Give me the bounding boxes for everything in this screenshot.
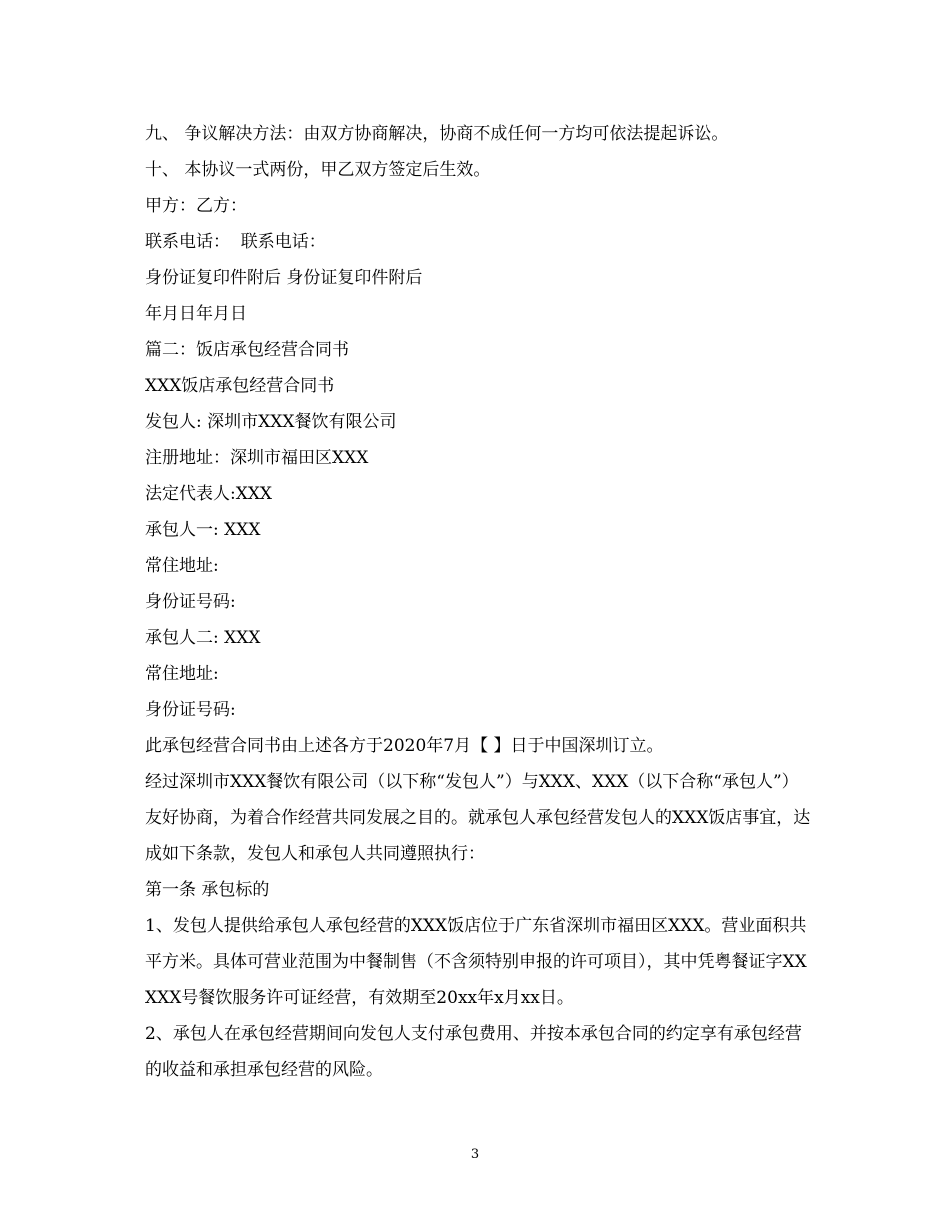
document-body: [145, 116, 815, 1088]
paragraph-party-signatures: 甲方：乙方：: [145, 196, 247, 216]
paragraph-dates: 年月日年月日: [145, 304, 247, 324]
paragraph-contact-phones: 联系电话： 联系电话：: [145, 232, 326, 252]
paragraph-id-copies: 身份证复印件附后 身份证复印件附后: [145, 268, 423, 288]
paragraph-contractor-one-address: 常住地址:: [145, 556, 219, 576]
paragraph-dispute-resolution: 九、 争议解决方法：由双方协商解决，协商不成任何一方均可依法提起诉讼。: [145, 124, 729, 144]
paragraph-contractor-issuer: 发包人: 深圳市XXX餐饮有限公司: [145, 412, 397, 432]
paragraph-article-one-item-2: 2、承包人在承包经营期间向发包人支付承包费用、并按本承包合同的约定享有承包经营的收益和承担承包经营的风险。: [145, 1024, 802, 1080]
paragraph-contractor-one-id: 身份证号码:: [145, 592, 236, 612]
paragraph-article-one-item-1: 1、发包人提供给承包人承包经营的XXX饭店位于广东省深圳市福田区XXX。营业面积共 平方米。具体可营业范围为中餐制售（不含须特别申报的许可项目），其中凭粤餐证字XXXXX号餐饮服务许可证经营，有效期至20xx年x月xx日。: [145, 916, 812, 1008]
paragraph-contract-signing: 此承包经营合同书由上述各方于2020年7月【 】日于中国深圳订立。: [145, 736, 664, 756]
paragraph-section-two-heading: 篇二：饭店承包经营合同书: [145, 340, 349, 360]
paragraph-contractor-two: 承包人二: XXX: [145, 628, 261, 648]
paragraph-legal-representative: 法定代表人:XXX: [145, 484, 273, 504]
paragraph-contractor-two-id: 身份证号码:: [145, 700, 236, 720]
page-number: 3: [470, 1147, 480, 1162]
paragraph-registered-address: 注册地址：深圳市福田区XXX: [145, 448, 369, 468]
paragraph-article-one-heading: 第一条 承包标的: [145, 880, 270, 900]
paragraph-preamble: 经过深圳市XXX餐饮有限公司（以下称“发包人”）与XXX、XXX（以下合称“承包人”）友好协商，为着合作经营共同发展之目的。就承包人承包经营发包人的XXX饭店事宜，达成如下条款，发包人和承包人共同遵照执行：: [145, 772, 811, 864]
paragraph-contract-title: XXX饭店承包经营合同书: [145, 376, 335, 396]
paragraph-contractor-one: 承包人一: XXX: [145, 520, 261, 540]
paragraph-contractor-two-address: 常住地址:: [145, 664, 219, 684]
paragraph-agreement-copies: 十、 本协议一式两份，甲乙双方签定后生效。: [145, 160, 491, 180]
